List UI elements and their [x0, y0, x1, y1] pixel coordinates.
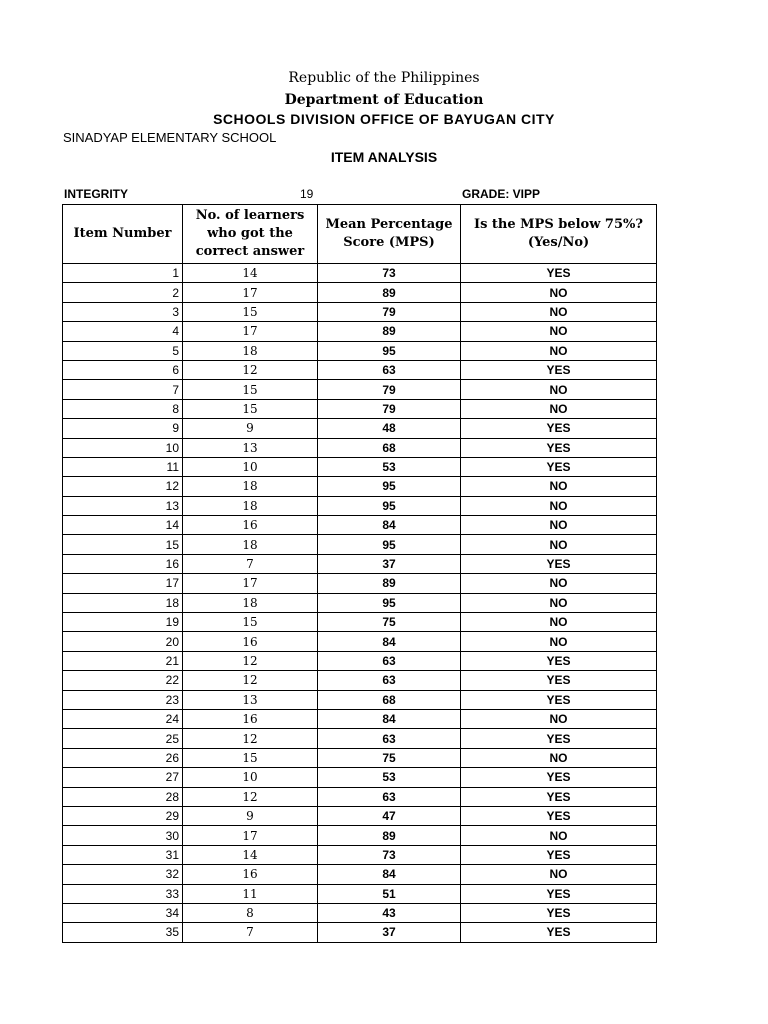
learners-correct-cell: 15	[183, 613, 318, 632]
item-number-cell: 33	[63, 884, 183, 903]
below-75-cell: NO	[461, 477, 657, 496]
table-row	[63, 671, 657, 690]
mps-cell: 63	[318, 729, 461, 748]
item-number-cell: 7	[63, 380, 183, 399]
learners-correct-cell: 18	[183, 496, 318, 515]
below-75-cell: YES	[461, 923, 657, 942]
mps-cell: 63	[318, 651, 461, 670]
mps-cell: 68	[318, 438, 461, 457]
table-row	[63, 380, 657, 399]
learners-correct-cell: 16	[183, 865, 318, 884]
mps-cell: 75	[318, 748, 461, 767]
mps-cell: 53	[318, 768, 461, 787]
item-analysis-table	[62, 204, 657, 943]
learners-correct-cell: 18	[183, 477, 318, 496]
item-number-cell: 4	[63, 322, 183, 341]
item-number-cell: 26	[63, 748, 183, 767]
table-row	[63, 748, 657, 767]
table-row	[63, 787, 657, 806]
table-row	[63, 690, 657, 709]
mps-cell: 95	[318, 593, 461, 612]
below-75-cell: NO	[461, 574, 657, 593]
learners-correct-cell: 15	[183, 748, 318, 767]
learners-correct-cell: 14	[183, 264, 318, 283]
learners-correct-cell: 10	[183, 457, 318, 476]
below-75-cell: YES	[461, 787, 657, 806]
below-75-cell: YES	[461, 419, 657, 438]
table-row	[63, 283, 657, 302]
item-number-cell: 11	[63, 457, 183, 476]
mps-cell: 37	[318, 923, 461, 942]
mps-cell: 37	[318, 554, 461, 573]
mps-cell: 89	[318, 826, 461, 845]
below-75-cell: NO	[461, 613, 657, 632]
learners-correct-cell: 16	[183, 516, 318, 535]
item-number-cell: 9	[63, 419, 183, 438]
table-row	[63, 457, 657, 476]
below-75-cell: NO	[461, 322, 657, 341]
table-row	[63, 341, 657, 360]
item-number-cell: 15	[63, 535, 183, 554]
table-row	[63, 768, 657, 787]
learners-correct-cell: 9	[183, 419, 318, 438]
document-title: ITEM ANALYSIS	[330, 149, 438, 165]
learners-correct-cell: 18	[183, 593, 318, 612]
below-75-cell: NO	[461, 535, 657, 554]
item-number-cell: 17	[63, 574, 183, 593]
below-75-cell: NO	[461, 302, 657, 321]
table-row	[63, 651, 657, 670]
table-row	[63, 903, 657, 922]
table-row	[63, 516, 657, 535]
learners-correct-cell: 13	[183, 690, 318, 709]
mps-cell: 63	[318, 787, 461, 806]
mps-cell: 53	[318, 457, 461, 476]
below-75-cell: YES	[461, 884, 657, 903]
department-heading: Department of Education	[284, 92, 484, 108]
item-number-cell: 34	[63, 903, 183, 922]
table-row	[63, 632, 657, 651]
mps-cell: 79	[318, 302, 461, 321]
learners-correct-cell: 15	[183, 399, 318, 418]
table-row	[63, 845, 657, 864]
below-75-cell: NO	[461, 399, 657, 418]
table-row	[63, 264, 657, 283]
subject-label: INTEGRITY	[64, 187, 129, 201]
learners-correct-cell: 16	[183, 709, 318, 728]
mps-cell: 48	[318, 419, 461, 438]
item-number-cell: 29	[63, 806, 183, 825]
item-number-cell: 2	[63, 283, 183, 302]
learners-correct-cell: 16	[183, 632, 318, 651]
item-number-cell: 14	[63, 516, 183, 535]
learners-correct-cell: 11	[183, 884, 318, 903]
table-row	[63, 806, 657, 825]
item-number-cell: 23	[63, 690, 183, 709]
item-number-cell: 10	[63, 438, 183, 457]
mps-cell: 63	[318, 360, 461, 379]
table-row	[63, 477, 657, 496]
below-75-cell: NO	[461, 283, 657, 302]
learners-correct-cell: 12	[183, 671, 318, 690]
learners-correct-cell: 15	[183, 380, 318, 399]
learners-correct-cell: 12	[183, 651, 318, 670]
division-heading: SCHOOLS DIVISION OFFICE OF BAYUGAN CITY	[213, 111, 555, 127]
table-row	[63, 613, 657, 632]
table-row	[63, 554, 657, 573]
header-item-number: Item Number	[63, 205, 183, 264]
school-name: SINADYAP ELEMENTARY SCHOOL	[63, 130, 277, 145]
item-number-cell: 1	[63, 264, 183, 283]
mps-cell: 95	[318, 535, 461, 554]
learners-correct-cell: 17	[183, 322, 318, 341]
mps-cell: 84	[318, 516, 461, 535]
below-75-cell: NO	[461, 632, 657, 651]
table-row	[63, 438, 657, 457]
table-row	[63, 360, 657, 379]
mps-cell: 84	[318, 632, 461, 651]
table-row	[63, 709, 657, 728]
header-mps-below-75: Is the MPS below 75%? (Yes/No)	[461, 205, 657, 264]
below-75-cell: YES	[461, 690, 657, 709]
table-row	[63, 593, 657, 612]
item-number-cell: 18	[63, 593, 183, 612]
learners-correct-cell: 9	[183, 806, 318, 825]
mps-cell: 75	[318, 613, 461, 632]
item-number-cell: 22	[63, 671, 183, 690]
mps-cell: 95	[318, 496, 461, 515]
table-row	[63, 826, 657, 845]
learners-correct-cell: 18	[183, 535, 318, 554]
table-row	[63, 729, 657, 748]
below-75-cell: NO	[461, 593, 657, 612]
below-75-cell: NO	[461, 496, 657, 515]
table-row	[63, 496, 657, 515]
header-learners-correct: No. of learners who got the correct answer	[183, 205, 318, 264]
header-mps: Mean Percentage Score (MPS)	[318, 205, 461, 264]
below-75-cell: YES	[461, 671, 657, 690]
item-number-cell: 24	[63, 709, 183, 728]
item-number-cell: 25	[63, 729, 183, 748]
below-75-cell: YES	[461, 360, 657, 379]
mps-cell: 47	[318, 806, 461, 825]
item-number-cell: 32	[63, 865, 183, 884]
item-number-cell: 31	[63, 845, 183, 864]
learners-correct-cell: 7	[183, 554, 318, 573]
below-75-cell: YES	[461, 806, 657, 825]
mps-cell: 95	[318, 477, 461, 496]
item-number-cell: 30	[63, 826, 183, 845]
item-number-cell: 16	[63, 554, 183, 573]
grade-label: GRADE: VIPP	[462, 187, 541, 201]
mps-cell: 89	[318, 574, 461, 593]
item-number-cell: 8	[63, 399, 183, 418]
below-75-cell: YES	[461, 651, 657, 670]
item-number-cell: 13	[63, 496, 183, 515]
learners-correct-cell: 12	[183, 787, 318, 806]
learners-correct-cell: 13	[183, 438, 318, 457]
mps-cell: 68	[318, 690, 461, 709]
learners-correct-cell: 10	[183, 768, 318, 787]
below-75-cell: YES	[461, 903, 657, 922]
item-number-cell: 12	[63, 477, 183, 496]
table-row	[63, 884, 657, 903]
below-75-cell: NO	[461, 865, 657, 884]
item-number-cell: 21	[63, 651, 183, 670]
below-75-cell: YES	[461, 438, 657, 457]
below-75-cell: YES	[461, 264, 657, 283]
below-75-cell: YES	[461, 457, 657, 476]
learners-correct-cell: 8	[183, 903, 318, 922]
mps-cell: 89	[318, 283, 461, 302]
below-75-cell: NO	[461, 709, 657, 728]
mps-cell: 51	[318, 884, 461, 903]
below-75-cell: YES	[461, 845, 657, 864]
below-75-cell: NO	[461, 341, 657, 360]
below-75-cell: NO	[461, 826, 657, 845]
item-number-cell: 6	[63, 360, 183, 379]
item-number-cell: 20	[63, 632, 183, 651]
table-row	[63, 322, 657, 341]
republic-heading: Republic of the Philippines	[288, 70, 480, 86]
learners-correct-cell: 18	[183, 341, 318, 360]
mps-cell: 79	[318, 399, 461, 418]
mps-cell: 73	[318, 845, 461, 864]
table-row	[63, 923, 657, 942]
below-75-cell: YES	[461, 768, 657, 787]
table-body	[63, 264, 657, 943]
learners-correct-cell: 17	[183, 826, 318, 845]
item-number-cell: 28	[63, 787, 183, 806]
learners-correct-cell: 12	[183, 360, 318, 379]
mps-cell: 73	[318, 264, 461, 283]
learners-correct-cell: 17	[183, 283, 318, 302]
item-number-cell: 19	[63, 613, 183, 632]
mps-cell: 84	[318, 865, 461, 884]
item-number-cell: 35	[63, 923, 183, 942]
item-number-cell: 3	[63, 302, 183, 321]
learners-correct-cell: 14	[183, 845, 318, 864]
learner-count: 19	[300, 187, 314, 201]
table-row	[63, 574, 657, 593]
item-number-cell: 27	[63, 768, 183, 787]
item-number-cell: 5	[63, 341, 183, 360]
learners-correct-cell: 17	[183, 574, 318, 593]
table-row	[63, 535, 657, 554]
mps-cell: 79	[318, 380, 461, 399]
below-75-cell: NO	[461, 516, 657, 535]
learners-correct-cell: 7	[183, 923, 318, 942]
table-row	[63, 419, 657, 438]
mps-cell: 84	[318, 709, 461, 728]
mps-cell: 89	[318, 322, 461, 341]
table-row	[63, 865, 657, 884]
table-row	[63, 302, 657, 321]
table-header-row	[63, 205, 657, 264]
below-75-cell: NO	[461, 748, 657, 767]
learners-correct-cell: 12	[183, 729, 318, 748]
below-75-cell: YES	[461, 729, 657, 748]
table-row	[63, 399, 657, 418]
below-75-cell: NO	[461, 380, 657, 399]
learners-correct-cell: 15	[183, 302, 318, 321]
mps-cell: 63	[318, 671, 461, 690]
below-75-cell: YES	[461, 554, 657, 573]
mps-cell: 95	[318, 341, 461, 360]
mps-cell: 43	[318, 903, 461, 922]
